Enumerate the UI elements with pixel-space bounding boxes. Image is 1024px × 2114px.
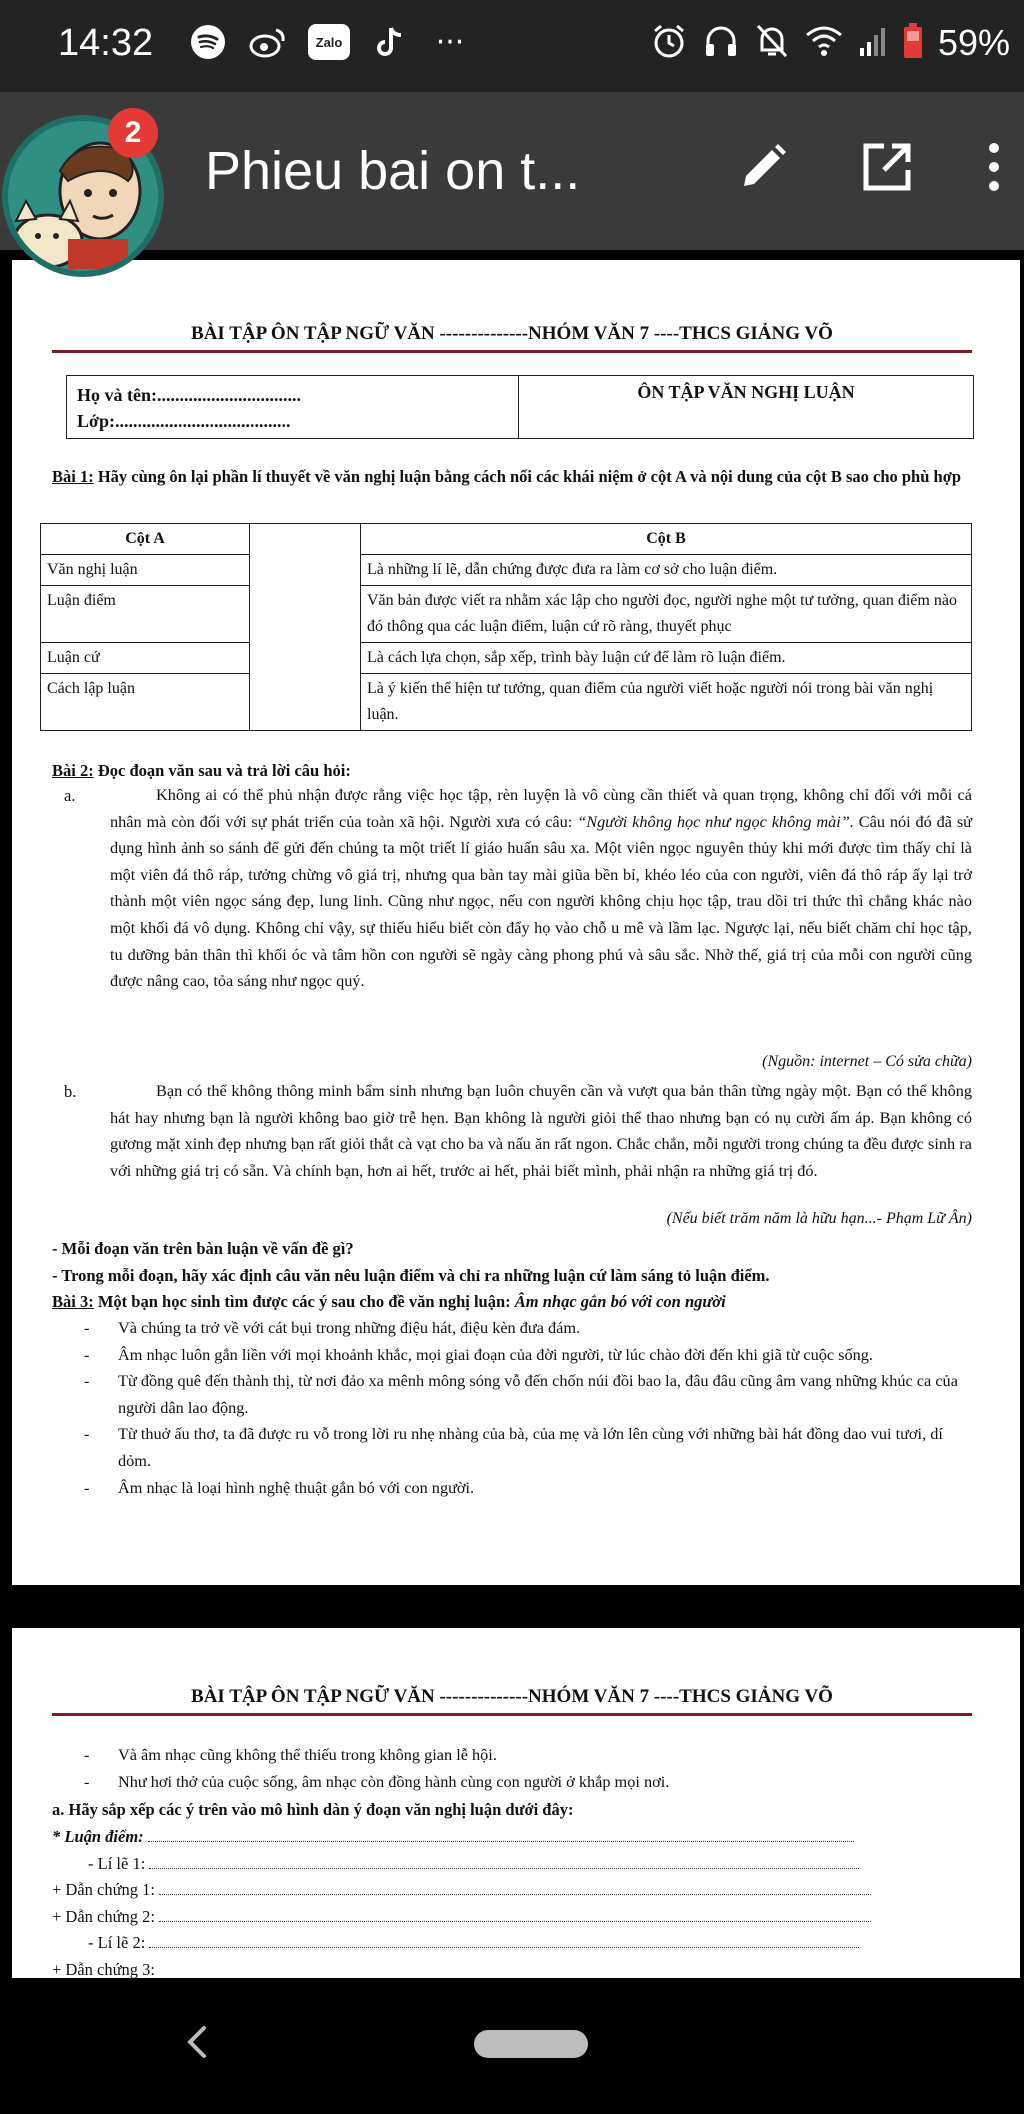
column-b-cell: Là cách lựa chọn, sắp xếp, trình bày luận cứ để làm rõ luận điểm. [361,643,972,674]
column-b-cell: Là ý kiến thể hiện tư tưởng, quan điểm của người viết hoặc người nói trong bài văn nghị luận. [361,674,972,731]
open-external-icon[interactable] [860,140,914,198]
exercise-3-prompt [52,1288,726,1315]
question-1: - Mỗi đoạn văn trên bàn luận về vấn đề gì? [52,1239,354,1258]
paragraph-b: Bạn có thể không thông minh bẩm sinh nhưng bạn luôn chuyên cần và vượt qua bản thân từng ngày một. Bạn có thể không hát hay nhưng bạn là người không bao giờ trễ hẹn. Bạn không là người giỏi thể thao nhưng bạn có nụ cười ấm áp. Bạn không có gương mặt xinh đẹp nhưng bạn rất giỏi thắt cà vạt cho ba và nấu ăn rất ngon. Chắc chắn, mỗi người trong chúng ta đều được sinh ra với những giá trị có sẵn. Và chính bạn, hơn ai hết, trước ai hết, phải biết mình, phải nhận ra những giá trị đó. [110,1081,972,1180]
wifi-icon [804,24,844,62]
exercise-3-topic: Âm nhạc gắn bó với con người [514,1292,726,1311]
status-bar [0,0,1024,92]
table-spacer [250,674,361,731]
list-item: - Âm nhạc luôn gắn liền với mọi khoảnh khắc, mọi giai đoạn của đời người, từ lúc chào đời đến khi giã từ cuộc sống. [84,1342,972,1369]
document-page-1 [12,260,1020,1585]
answer-blank[interactable] [149,1947,859,1948]
list-item: - Và âm nhạc cũng không thể thiếu trong không gian lễ hội. [84,1742,972,1769]
table-row [41,674,972,731]
document-title: Phieu bai on t... [205,141,581,201]
outline-label: * Luận điểm: [52,1827,144,1846]
header-divider [52,1713,972,1716]
list-item: - Âm nhạc là loại hình nghệ thuật gắn bó với con người. [84,1475,972,1502]
exercise-3-text: Một bạn học sinh tìm được các ý sau cho đề văn nghị luận: [93,1292,515,1311]
exercise-3-list-continued [84,1742,972,1795]
exercise-2-prompt [52,757,351,784]
exercise-2-text: Đọc đoạn văn sau và trả lời câu hỏi: [93,761,351,780]
outline-label: + Dẫn chứng 3: [52,1960,156,1978]
more-dots-icon: ··· [435,24,465,60]
page-header: BÀI TẬP ÔN TẬP NGỮ VĂN --------------NHÓM VĂN 7 ----THCS GIẢNG VÕ [191,1686,833,1707]
outline-dan-chung-2 [52,1903,972,1930]
outline-dan-chung-3 [52,1956,972,1978]
spotify-icon [188,22,228,62]
table-spacer [250,643,361,674]
info-title: ÔN TẬP VĂN NGHỊ LUẬN [637,382,855,402]
list-item: - Từ thuở ấu thơ, ta đã được ru vỗ trong lời ru nhẹ nhàng của bà, của mẹ và lớn lên cùng với những bài hát đồng dao vui tươi, dí dỏm. [84,1421,972,1474]
tiktok-icon [370,22,410,62]
system-icons [650,22,1010,64]
task-a: a. Hãy sắp xếp các ý trên vào mô hình dàn ý đoạn văn nghị luận dưới đây: [52,1800,574,1819]
column-a-cell: Văn nghị luận [41,555,250,586]
source-a: (Nguồn: internet – Có sửa chữa) [762,1053,972,1070]
exercise-3-label: Bài 3: [52,1292,94,1311]
document-page-2 [12,1628,1020,1978]
outline-label: + Dẫn chứng 2: [52,1907,156,1926]
student-info-fields [67,376,519,438]
table-row [41,586,972,643]
outline-label: - Lí lẽ 2: [88,1933,146,1952]
column-a-cell: Luận cứ [41,643,250,674]
paragraph-a-part-2: Câu nói đó đã sử dụng hình ảnh so sánh để gửi đến chúng ta một triết lí giáo huấn sâu xa. Một viên ngọc nguyên thủy khi mới được tìm thấy chỉ là một viên đá thô ráp, tưởng chừng vô giá trị, nhưng qua bàn tay mài giũa bền bỉ, khéo léo của con người, viên đá thô ráp ấy lại trở thành một viên ngọc sáng đẹp, lung linh. Cũng như ngọc, nếu con người không chịu học tập, trau dồi tri thức thì chẳng khác nào một khối đá vô dụng. Không chỉ vậy, sự thiếu hiểu biết còn đẩy họ vào chỗ u mê và lầm lạc. Ngược lại, nếu biết chăm chỉ học tập, tu dưỡng bản thân thì khối óc và tâm hồn con người sẽ ngày càng phong phú và sâu sắc. Nhờ thế, giá trị của mỗi con người cũng được nâng cao, tỏa sáng như ngọc quý. [110,811,972,991]
student-info-box [66,375,974,439]
column-b-cell: Là những lí lẽ, dẫn chứng được đưa ra làm cơ sở cho luận điểm. [361,555,972,586]
table-row [41,555,972,586]
column-a-cell: Cách lập luận [41,674,250,731]
zalo-icon: Zalo [308,24,350,60]
exercise-1-label: Bài 1: [52,467,94,486]
outline-label: - Lí lẽ 1: [88,1854,146,1873]
home-pill[interactable] [474,2030,588,2058]
paragraph-a [110,782,972,995]
column-a-cell: Luận điểm [41,586,250,643]
outline-luan-diem [52,1823,972,1850]
paragraph-a-label: a. [64,786,76,805]
header-divider [52,350,972,353]
answer-blank[interactable] [148,1841,854,1842]
outline-dan-chung-1 [52,1876,972,1903]
mute-icon [754,22,790,64]
notification-badge: 2 [108,108,158,158]
table-row [41,643,972,674]
source-b: (Nếu biết trăm năm là hữu hạn...- Phạm Lữ Ân) [666,1210,972,1227]
app-actions [736,140,1004,198]
battery-percent: 59% [937,22,1010,63]
back-icon[interactable] [182,2022,212,2072]
battery-icon [902,22,924,64]
clock: 14:32 [58,22,154,64]
list-item: - Và chúng ta trở về với cát bụi trong những điệu hát, điệu kèn đưa đám. [84,1315,972,1342]
question-2: - Trong mỗi đoạn, hãy xác định câu văn nêu luận điểm và chỉ ra những luận cứ làm sáng tỏ luận điểm. [52,1266,770,1285]
notification-icons [188,22,470,62]
column-b-cell: Văn bản được viết ra nhằm xác lập cho người đọc, người nghe một tư tưởng, quan điểm nào đó thông qua các luận điểm, luận cứ rõ ràng, thuyết phục [361,586,972,643]
signal-icon [858,24,888,62]
edit-icon[interactable] [736,140,790,198]
headset-icon [702,22,740,64]
class-field[interactable]: Lớp:....................................... [77,411,291,431]
table-spacer [250,586,361,643]
matching-table [40,523,972,731]
name-field[interactable]: Họ và tên:................................ [77,385,301,405]
exercise-2-label: Bài 2: [52,761,94,780]
paragraph-b-label: b. [64,1082,77,1101]
answer-blank[interactable] [149,1868,859,1869]
weibo-icon [248,22,288,62]
alarm-icon [650,22,688,64]
column-a-header: Cột A [41,524,250,555]
answer-blank[interactable] [159,1921,871,1922]
exercise-1-prompt [52,464,974,489]
page-header: BÀI TẬP ÔN TẬP NGỮ VĂN --------------NHÓM VĂN 7 ----THCS GIẢNG VÕ [191,323,833,344]
answer-blank[interactable] [159,1894,871,1895]
outline-li-le-2 [88,1929,972,1956]
paragraph-a-part-1: Không ai có thể phủ nhận được rằng việc học tập, rèn luyện là vô cùng cần thiết và quan trọng, không chỉ đối với mỗi cá nhân mà còn đối với sự phát triển của toàn xã hội. Người xưa có câu: [110,785,972,831]
paragraph-a-quote: “Người không học như ngọc không mài”. [577,811,854,831]
exercise-1-text: Hãy cùng ôn lại phần lí thuyết về văn nghị luận bằng cách nối các khái niệm ở cột A và nội dung của cột B sao cho phù hợp [93,467,962,486]
list-item: - Như hơi thở của cuộc sống, âm nhạc còn đồng hành cùng con người ở khắp mọi nơi. [84,1769,972,1796]
list-item: - Từ đồng quê đến thành thị, từ nơi đảo xa mênh mông sóng vỗ đến chốn núi đồi bao la, đâu đâu cũng âm vang những khúc ca của người dân lao động. [84,1368,972,1421]
exercise-3-list [84,1315,972,1501]
column-b-header: Cột B [361,524,972,555]
outline-li-le-1 [88,1850,972,1877]
table-spacer [250,555,361,586]
outline-label: + Dẫn chứng 1: [52,1880,156,1899]
table-spacer [250,524,361,555]
more-vert-icon[interactable] [984,140,1004,198]
